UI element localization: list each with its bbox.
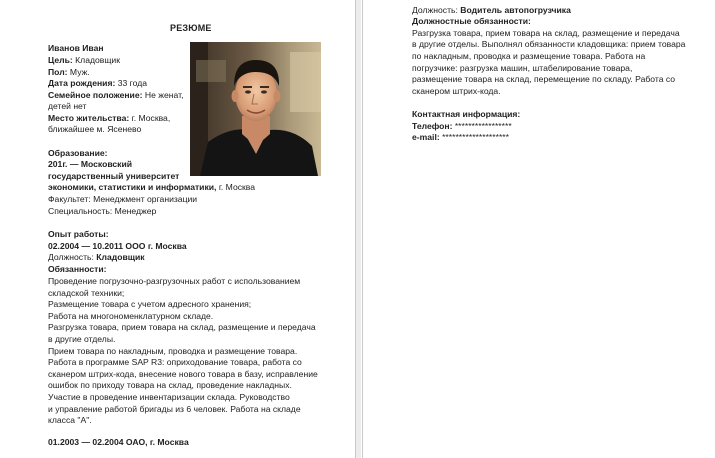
job1-duty-line: Размещение товара с учетом адресного хранения; <box>48 299 252 309</box>
email-row <box>412 132 509 144</box>
job2-duty-line: погрузчике: разгрузка машин, штабелирование товара, <box>412 63 633 73</box>
email-label: e-mail: <box>412 132 440 142</box>
university-name: экономики, статистики и информатики, <box>48 182 217 192</box>
job1-duty-line: сканером штрих-кода, внесение нового товара в базу, исправление <box>48 369 318 379</box>
contacts-label: Контактная информация: <box>412 109 521 119</box>
goal-row <box>48 55 120 67</box>
job1-duty-line: класса "А". <box>48 415 92 425</box>
education-line3 <box>48 182 255 194</box>
job1-duty-line: Прием товара по накладным, проводка и размещение товара. <box>48 346 298 356</box>
resume-page-right <box>362 0 715 458</box>
job1-duty-line: и управление работой бригады из 6 человек. Работа на складе <box>48 404 301 414</box>
job1-position-label: Должность: <box>48 252 97 262</box>
experience-label: Опыт работы: <box>48 229 109 239</box>
goal-label: Цель: <box>48 55 73 65</box>
education-speciality: Специальность: Менеджер <box>48 206 157 216</box>
job1-duty-line: Работа на многономенклатурном складе. <box>48 311 214 321</box>
job1-position-value: Кладовщик <box>96 252 145 262</box>
job2-period: 01.2003 — 02.2004 ОАО, г. Москва <box>48 437 189 447</box>
goal-value: Кладовщик <box>72 55 120 65</box>
resume-title: РЕЗЮМЕ <box>170 23 212 33</box>
family-value-line2: детей нет <box>48 101 87 111</box>
job1-duty-line: Разгрузка товара, прием товара на склад, размещение и передача <box>48 322 316 332</box>
job2-duties-label: Должностные обязанности: <box>412 16 531 26</box>
job2-duty-line: размещение товара на склад, перемещение по складу. Работа со <box>412 74 676 84</box>
candidate-name: Иванов Иван <box>48 43 104 53</box>
education-label: Образование: <box>48 148 108 158</box>
university-city: г. Москва <box>216 182 256 192</box>
job1-period: 02.2004 — 10.2011 ООО г. Москва <box>48 241 187 251</box>
residence-value-line2: ближайшее м. Ясенево <box>48 124 142 134</box>
birth-row <box>48 78 147 90</box>
job2-duty-line: по накладным, проводка и размещение товара. Работа на <box>412 51 646 61</box>
residence-value: г. Москва, <box>129 113 171 123</box>
job2-duty-line: сканером штрих-кода. <box>412 86 501 96</box>
job1-position <box>48 252 145 264</box>
sex-label: Пол: <box>48 67 68 77</box>
phone-value: ***************** <box>452 121 512 131</box>
candidate-photo <box>190 42 321 176</box>
job1-duties-label: Обязанности: <box>48 264 107 274</box>
job2-position-label: Должность: <box>412 5 461 15</box>
sex-value: Муж. <box>67 67 90 77</box>
job1-duty-line: в другие отделы. <box>48 334 116 344</box>
portrait-image <box>190 42 321 176</box>
email-value: ******************** <box>439 132 509 142</box>
job1-duty-line: Участие в проведение инвентаризации склада. Руководство <box>48 392 290 402</box>
page-gap <box>356 0 361 458</box>
resume-page-left <box>0 0 356 458</box>
job2-duty-line: Разгрузка товара, прием товара на склад, размещение и передача <box>412 28 680 38</box>
residence-label: Место жительства: <box>48 113 130 123</box>
education-line2: государственный университет <box>48 171 180 181</box>
job2-position-value: Водитель автопогрузчика <box>460 5 571 15</box>
job1-duty-line: складской техники; <box>48 288 125 298</box>
family-value: Не женат, <box>142 90 184 100</box>
job2-duty-line: в другие отделы. Выполнял обязанности кладовщика: прием товара <box>412 39 686 49</box>
job1-duty-line: Работа в программе SAP R3: оприходование товара, работа со <box>48 357 302 367</box>
phone-label: Телефон: <box>412 121 453 131</box>
education-line1: 201г. — Московский <box>48 159 133 169</box>
job1-duty-line: ошибок по приходу товара на склад, проведение накладных. <box>48 380 292 390</box>
education-faculty: Факультет: Менеджмент организации <box>48 194 198 204</box>
job1-duty-line: Проведение погрузочно-разгрузочных работ с использованием <box>48 276 301 286</box>
family-label: Семейное положение: <box>48 90 143 100</box>
birth-value: 33 года <box>115 78 148 88</box>
birth-label: Дата рождения: <box>48 78 116 88</box>
